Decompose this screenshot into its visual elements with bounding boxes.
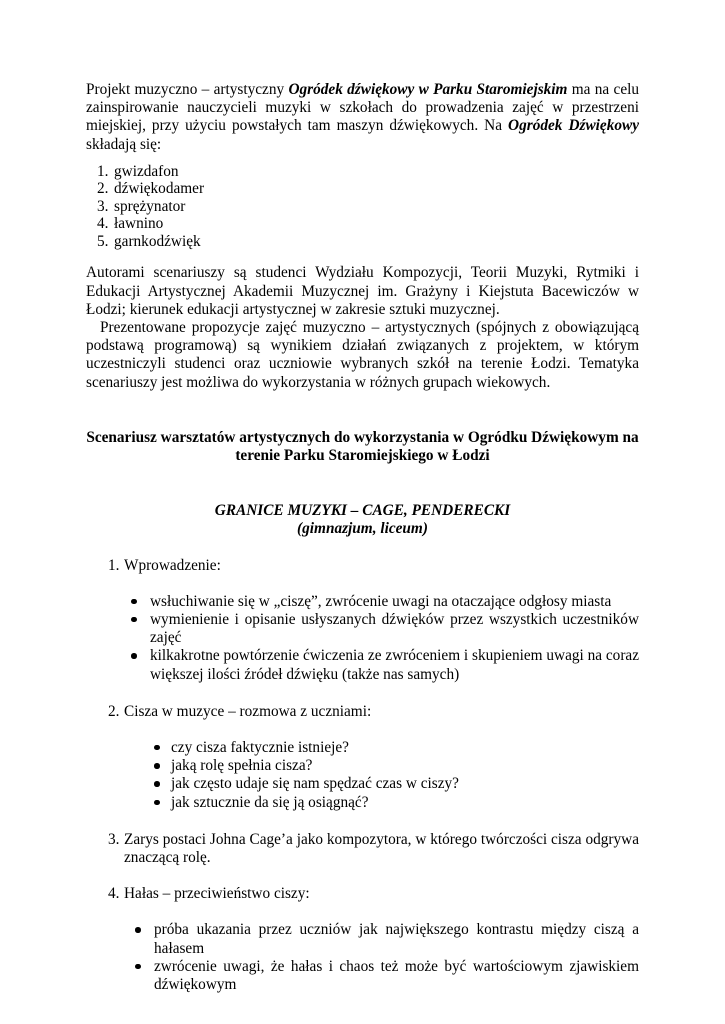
section-4-heading: 4. Hałas – przeciwieństwo ciszy: (108, 885, 310, 903)
section-4-bullets (154, 921, 639, 994)
bullet-icon (154, 763, 160, 769)
intro-paragraph (86, 81, 639, 154)
bullet-item: wsłuchiwanie się w „ciszę”, zwrócenie uwagi na otaczające odgłosy miasta (150, 593, 639, 611)
list-item: 5. garnkodźwięk (97, 232, 201, 250)
garden-title: Ogródek Dźwiękowy (508, 117, 639, 135)
scenario-heading: Scenariusz warsztatów artystycznych do wykorzystania w Ogródku Dźwiękowym na terenie Parku Staromiejskiego w Łodzi (86, 428, 639, 464)
bullet-item: jak często udaje się nam spędzać czas w ciszy? (171, 775, 571, 793)
section-3-heading: 3. Zarys postaci Johna Cage’a jako kompozytora, w którego twórczości cisza odgrywa znaczącą rolę. (108, 830, 639, 866)
bullet-icon (135, 964, 141, 970)
bullet-item: próba ukazania przez uczniów jak największego kontrastu między ciszą a hałasem (154, 921, 639, 957)
topic-subtitle: (gimnazjum, liceum) (297, 520, 428, 538)
section-2-bullets (171, 739, 571, 812)
project-title: Ogródek dźwiękowy w Parku Staromiejskim (288, 81, 568, 98)
intro-text: ma na celu zainspirowanie nauczycieli muzyki w szkołach do prowadzenia zajęć w przestrzeni miejskiej, przy użyciu powstałych tam maszyn dźwiękowych. Na (86, 81, 640, 135)
section-1-bullets (150, 593, 639, 684)
list-item: 4. ławnino (97, 215, 164, 233)
document-page (86, 81, 639, 994)
authors-paragraph: Autorami scenariuszy są studenci Wydziału Kompozycji, Teorii Muzyki, Rytmiki i Edukacji Artystycznej Akademii Muzycznej im. Grażyny i Kiejstuta Bacewiczów w Łodzi; kierunek edukacji artystycznej w zakresie sztuki muzycznej. (86, 264, 639, 318)
bullet-icon (131, 653, 137, 659)
bullet-icon (154, 781, 160, 787)
bullet-item: jaką rolę spełnia cisza? (171, 757, 571, 775)
topic-title: GRANICE MUZYKI – CAGE, PENDERECKI (gimnazjum, liceum) (86, 502, 639, 538)
bullet-item: wymienienie i opisanie usłyszanych dźwięków przez wszystkich uczestników zajęć (150, 611, 639, 647)
list-item: 1. gwizdafon (97, 162, 179, 180)
proposals-paragraph: Prezentowane propozycje zajęć muzyczno – artystycznych (spójnych z obowiązującą podstawą programową) są wynikiem działań związanych z projektem, w którym uczestniczyli studenci oraz uczniowie wybranych szkół na terenie Łodzi. Tematyka scenariuszy jest możliwa do wykorzystania w różnych grupach wiekowych. (86, 318, 639, 391)
bullet-icon (131, 617, 137, 623)
bullet-item: kilkakrotne powtórzenie ćwiczenia ze zwróceniem i skupieniem uwagi na coraz większej ilości źródeł dźwięku (także nas samych) (150, 647, 639, 683)
bullet-icon (135, 927, 141, 933)
bullet-icon (154, 745, 160, 751)
section-2-heading: 2. Cisza w muzyce – rozmowa z uczniami: (108, 702, 372, 720)
list-item: 2. dźwiękodamer (97, 180, 205, 198)
section-1-heading: 1. Wprowadzenie: (108, 556, 221, 574)
bullet-item: czy cisza faktycznie istnieje? (171, 739, 571, 757)
machines-list (86, 163, 639, 251)
list-item: 3. sprężynator (97, 197, 186, 215)
bullet-item: zwrócenie uwagi, że hałas i chaos też może być wartościowym zjawiskiem dźwiękowym (154, 958, 639, 994)
bullet-icon (154, 800, 160, 806)
intro-text: Projekt muzyczno – artystyczny (86, 81, 289, 98)
bullet-icon (131, 599, 137, 605)
intro-text: składają się: (86, 135, 162, 153)
bullet-item: jak sztucznie da się ją osiągnąć? (171, 794, 571, 812)
